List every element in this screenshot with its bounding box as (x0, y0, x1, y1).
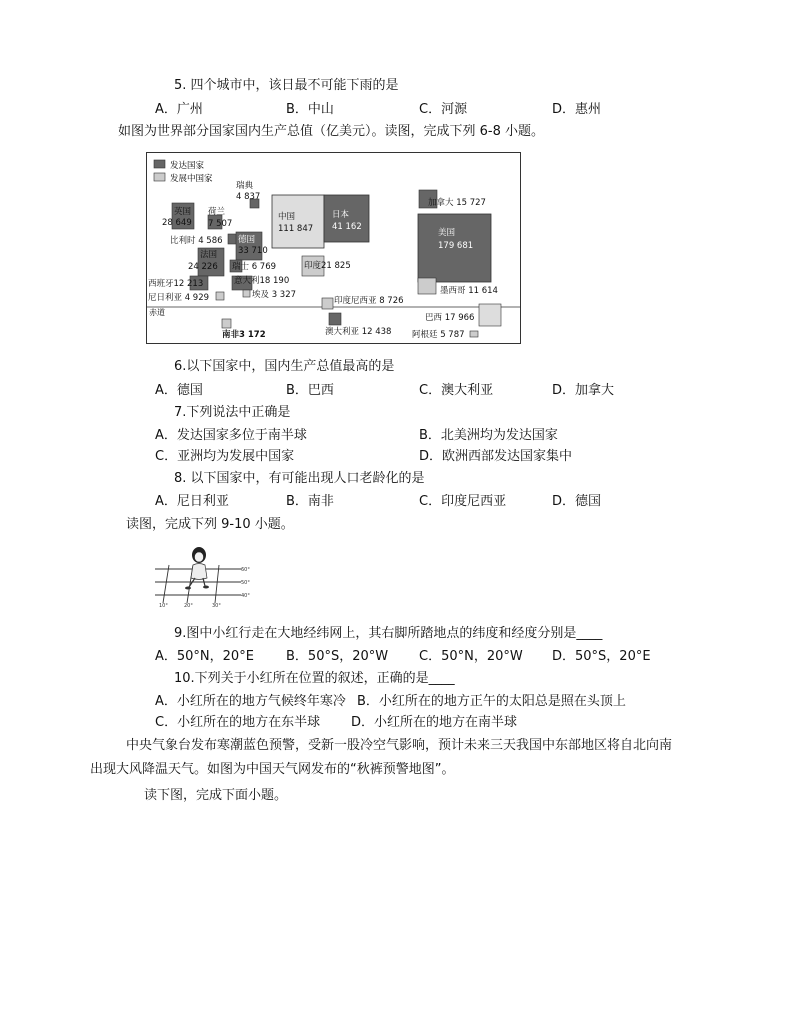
value-germany: 33 710 (238, 246, 268, 256)
label-egypt: 埃及 3 327 (252, 290, 297, 300)
legend-swatch-developed (154, 160, 165, 168)
value-netherlands: 7 507 (208, 219, 233, 229)
box-nigeria (216, 292, 224, 300)
label-mexico: 墨西哥 11 614 (440, 286, 498, 296)
box-egypt (243, 290, 250, 297)
girl-figure (185, 547, 209, 590)
intro-6-8: 如图为世界部分国家国内生产总值（亿美元）。读图，完成下列 6-8 小题。 (118, 124, 544, 139)
q6-option-c: C．澳大利亚 (419, 383, 494, 398)
q5-option-d: D．惠州 (552, 102, 602, 117)
q6-option-a: A．德国 (155, 383, 203, 398)
label-netherlands: 荷兰 (208, 207, 226, 217)
label-italy: 意大利18 190 (234, 276, 290, 286)
q5-option-a: A．广州 (155, 102, 203, 117)
passage-line-2: 出现大风降温天气。如图为中国天气网发布的“秋裤预警地图”。 (90, 762, 455, 777)
q10-stem: 10.下列关于小红所在位置的叙述，正确的是____ (174, 671, 455, 686)
box-argentina (470, 331, 478, 337)
box-australia (329, 313, 341, 325)
legend-developed: 发达国家 (170, 161, 205, 171)
label-usa: 美国 (438, 228, 456, 238)
q9-option-d: D．50°S，20°E (552, 649, 651, 664)
label-spain: 西班牙12 213 (148, 279, 204, 289)
label-uk: 英国 (174, 207, 192, 217)
label-brazil: 巴西 17 966 (425, 313, 475, 323)
q8-option-d: D．德国 (552, 494, 602, 509)
q9-option-c: C．50°N，20°W (419, 649, 523, 664)
q10-option-d: D．小红所在的地方在南半球 (351, 715, 518, 730)
label-switzerland: 瑞士 6 769 (232, 262, 277, 272)
box-mexico (418, 278, 436, 294)
longitude-line-10 (163, 565, 169, 603)
label-japan: 日本 (332, 210, 350, 220)
q6-stem: 6.以下国家中，国内生产总值最高的是 (174, 359, 395, 374)
value-japan: 41 162 (332, 222, 362, 232)
q10-option-a: A．小红所在的地方气候终年寒冷 (155, 694, 346, 709)
legend-developing: 发展中国家 (170, 174, 213, 184)
lat-label-40: 40° (241, 593, 250, 599)
grid-figure (153, 545, 253, 607)
box-indonesia (322, 298, 333, 309)
q7-option-c: C．亚洲均为发展中国家 (155, 449, 295, 464)
box-south-africa (222, 319, 231, 328)
label-belgium: 比利时 4 586 (170, 236, 223, 246)
q7-stem: 7.下列说法中正确是 (174, 405, 291, 420)
label-germany: 德国 (238, 235, 256, 245)
q6-option-b: B．巴西 (286, 383, 334, 398)
gdp-figure (146, 152, 521, 344)
label-france: 法国 (200, 250, 218, 260)
value-france: 24 226 (188, 262, 218, 272)
q7-option-b: B．北美洲均为发达国家 (419, 428, 558, 443)
equator-label: 赤道 (149, 308, 165, 317)
label-sweden: 瑞典 (236, 181, 254, 191)
q5-option-b: B．中山 (286, 102, 334, 117)
q5-option-c: C．河源 (419, 102, 468, 117)
q7-option-d: D．欧洲西部发达国家集中 (419, 449, 573, 464)
q9-option-a: A．50°N，20°E (155, 649, 254, 664)
label-australia: 澳大利亚 12 438 (325, 327, 392, 337)
lat-label-50: 50° (241, 580, 250, 586)
q9-option-b: B．50°S，20°W (286, 649, 389, 664)
q7-option-a: A．发达国家多位于南半球 (155, 428, 307, 443)
q10-option-b: B．小红所在的地方正午的太阳总是照在头顶上 (357, 694, 626, 709)
value-uk: 28 649 (162, 218, 192, 228)
q6-option-d: D．加拿大 (552, 383, 615, 398)
q8-option-a: A．尼日利亚 (155, 494, 229, 509)
q8-stem: 8. 以下国家中，有可能出现人口老龄化的是 (174, 471, 425, 486)
q9-stem: 9.图中小红行走在大地经纬网上，其右脚所踏地点的纬度和经度分别是____ (174, 626, 603, 641)
label-india: 印度21 825 (304, 261, 351, 271)
longitude-line-30 (215, 565, 219, 603)
legend-swatch-developing (154, 173, 165, 181)
q8-option-b: B．南非 (286, 494, 334, 509)
lat-label-60: 60° (241, 567, 250, 573)
q5-stem: 5. 四个城市中，该日最不可能下雨的是 (174, 78, 399, 93)
value-china: 111 847 (278, 224, 314, 234)
value-usa: 179 681 (438, 241, 474, 251)
lon-label-20: 20° (184, 603, 193, 607)
passage-line-3: 读下图，完成下面小题。 (144, 788, 288, 803)
label-china: 中国 (278, 212, 296, 222)
lon-label-10: 10° (159, 603, 168, 607)
q8-option-c: C．印度尼西亚 (419, 494, 507, 509)
box-brazil (479, 304, 501, 326)
label-nigeria: 尼日利亚 4 929 (148, 293, 210, 303)
q10-option-c: C．小红所在的地方在东半球 (155, 715, 321, 730)
value-sweden: 4 837 (236, 192, 261, 202)
label-indonesia: 印度尼西亚 8 726 (334, 296, 404, 306)
label-south-africa: 南非3 172 (222, 330, 266, 340)
passage-line-1: 中央气象台发布寒潮蓝色预警，受新一股冷空气影响，预计未来三天我国中东部地区将自北向南 (126, 738, 673, 753)
intro-9-10: 读图，完成下列 9-10 小题。 (126, 517, 294, 532)
label-canada: 加拿大 15 727 (428, 198, 486, 208)
label-argentina: 阿根廷 5 787 (412, 330, 465, 340)
lon-label-30: 30° (212, 603, 221, 607)
